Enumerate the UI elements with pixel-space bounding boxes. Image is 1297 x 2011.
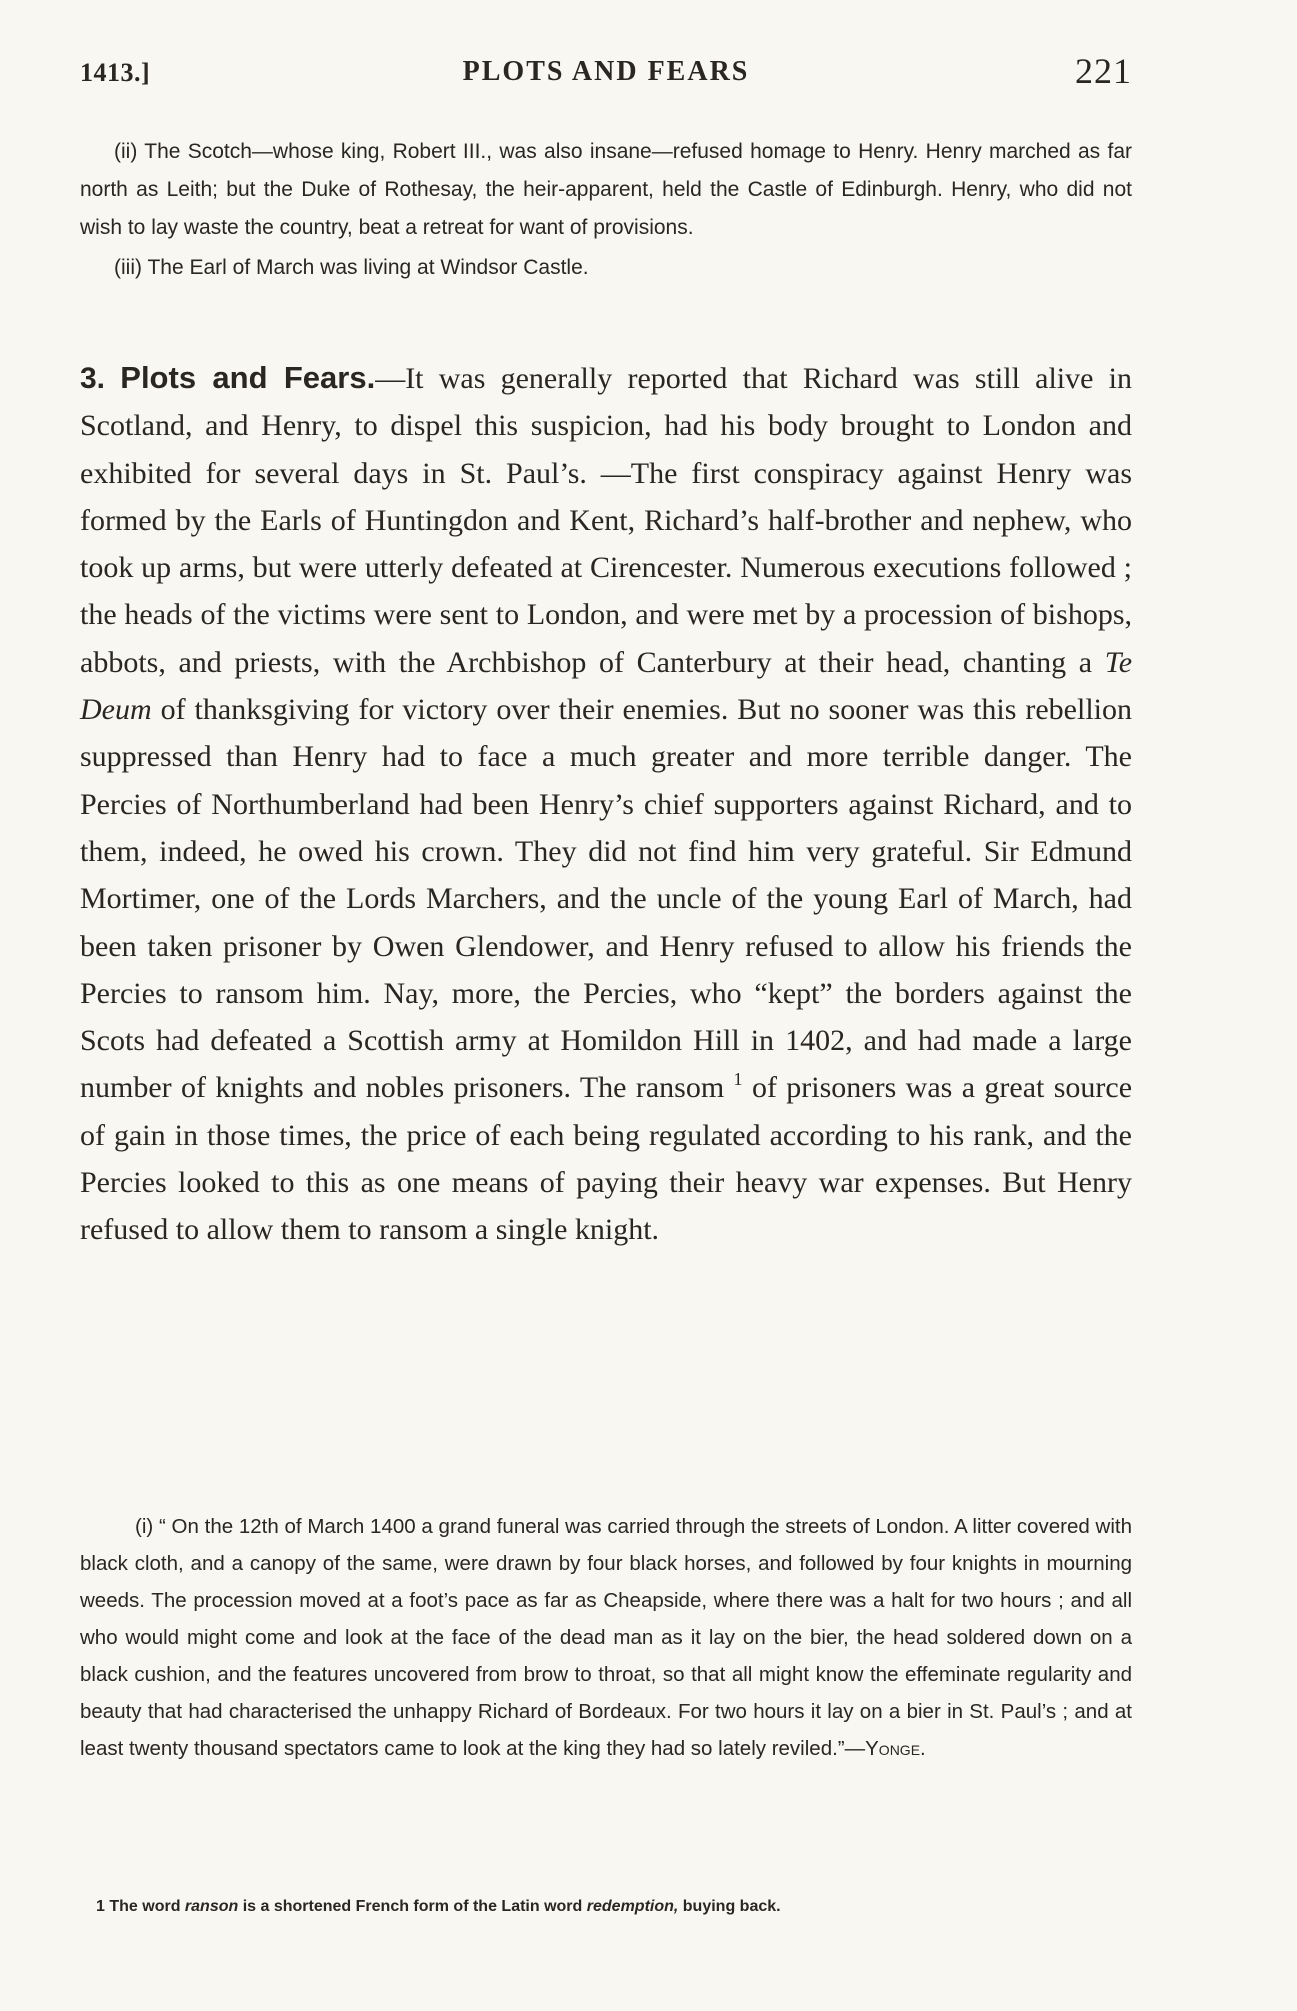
running-header: [80, 50, 1132, 90]
section-paragraph: [80, 354, 1132, 1254]
note-ii: (ii) The Scotch—whose king, Robert III., was also insane—refused homage to Henry. Henry marched as far north as Leith; but the Duke of Rothesay, the heir-apparent, held the Castle of Edinburgh. Henry, who did not wish to lay waste the country, beat a retreat for want of provisions.: [80, 140, 1132, 239]
footnote-word-ranson: ranson: [184, 1898, 239, 1915]
page-number: 221: [1075, 51, 1132, 91]
quotation-text: (i) “ On the 12th of March 1400 a grand funeral was carried through the streets of London. A litter covered with black cloth, and a canopy of the same, were drawn by four black horses, and followed by four knights in mourning weeds. The procession moved at a foot’s pace as far as Cheapside, where there was a halt for two hours ; and all who would might come and look at the face of the dead man as it lay on the bier, the head soldered down on a black cushion, and the features uncovered from brow to throat, so that all might know the effeminate regularity and beauty that had characterised the unhappy Richard of Bordeaux. For two hours it lay on a bier in St. Paul’s ; and at least twenty thousand spectators came to look at the king they had so lately reviled.”—: [80, 1515, 1132, 1760]
note-iii: (iii) The Earl of March was living at Windsor Castle.: [114, 256, 589, 279]
paragraph-part-2: of thanksgiving for victory over their enemies. But no sooner was this rebellion suppressed than Henry had to face a much greater and more terrible danger. The Percies of Northumberland had been Henry’s chief supporters against Richard, and to them, indeed, he owed his crown. They did not find him very grateful. Sir Edmund Mortimer, one of the Lords Marchers, and the uncle of the young Earl of March, had been taken prisoner by Owen Glendower, and Henry refused to allow his friends the Percies to ransom him. Nay, more, the Percies, who “kept” the borders against the Scots had defeated a Scottish army at Homildon Hill in 1402, and had made a large number of knights and nobles prisoners. The ransom: [80, 693, 1132, 1105]
header-title: PLOTS AND FEARS: [462, 56, 750, 87]
footnote-text-b: is a shortened French form of the Latin word: [242, 1898, 583, 1915]
quotation-note: [80, 1508, 1132, 1767]
footnote-text-c: buying back.: [682, 1898, 781, 1915]
footnote-marker: 1: [733, 1069, 743, 1090]
quotation-attribution: Yonge.: [865, 1737, 926, 1760]
footnote-word-redemption: redemption,: [586, 1898, 679, 1915]
footnote-number: 1: [96, 1898, 105, 1915]
footnote-text-a: The word: [109, 1898, 181, 1915]
footnote: [96, 1895, 1136, 1919]
header-year: 1413.]: [80, 58, 151, 87]
section-number: 3.: [80, 362, 106, 395]
paragraph-part-1: —It was generally reported that Richard was still alive in Scotland, and Henry, to dispel this suspicion, had his body brought to London and exhibited for several days in St. Paul’s. —The first conspiracy against Henry was formed by the Earls of Huntingdon and Kent, Richard’s half-brother and nephew, who took up arms, but were utterly defeated at Cirencester. Numerous executions followed ; the heads of the victims were sent to London, and were met by a procession of bishops, abbots, and priests, with the Archbishop of Canterbury at their head, chanting a: [80, 362, 1133, 679]
section-heading: Plots and Fears.: [120, 360, 376, 395]
te-deum-phrase: Te Deum: [80, 645, 1133, 727]
top-notes: [80, 133, 1132, 287]
paragraph-part-3: of prisoners was a great source of gain in those times, the price of each being regulated according to his rank, and the Percies looked to this as one means of paying their heavy war expenses. But Henry refused to allow them to ransom a single knight.: [80, 1071, 1133, 1247]
